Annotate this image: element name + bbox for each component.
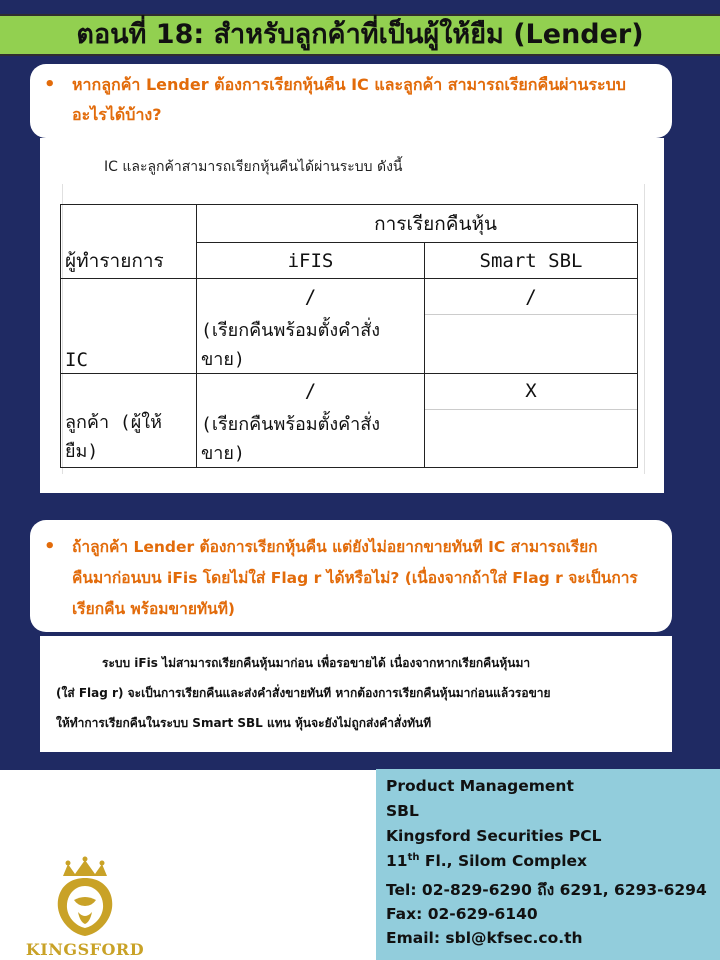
row-customer-smart-empty: [425, 409, 638, 468]
question-2-box: [30, 520, 672, 632]
contact-tel: Tel: 02-829-6290 ถึง 6291, 6293-6294: [386, 881, 707, 899]
row-customer-actor: ลูกค้า (ผู้ให้ยืม): [61, 373, 197, 468]
question-2-line-2: คืนมาก่อนบน iFis โดยไม่ใส่ Flag r ได้หรือไม่? (เนื่องจากถ้าใส่ Flag r จะเป็นการ: [72, 569, 638, 587]
contact-panel: [376, 769, 720, 960]
kingsford-logo: [25, 856, 145, 959]
header-actor: ผู้ทำรายการ: [61, 205, 197, 279]
recall-channel-table: [60, 204, 638, 468]
floor-suffix: th: [407, 852, 420, 863]
answer-2-panel: [40, 636, 672, 752]
question-2-line-3: เรียกคืน พร้อมขายทันที): [72, 600, 236, 618]
row-customer-ifis-note: (เรียกคืนพร้อมตั้งคำสั่งขาย): [197, 409, 425, 468]
contact-address: [386, 852, 587, 870]
contact-team: SBL: [386, 802, 419, 820]
logo-wordmark: KINGSFORD: [25, 940, 145, 959]
row-ic-smart-mark: /: [425, 279, 638, 315]
header-ifis: iFIS: [197, 243, 425, 279]
header-recall-group: การเรียกคืนหุ้น: [197, 205, 638, 243]
answer-2-line-3: ให้ทำการเรียกคืนในระบบ Smart SBL แทน หุ้นจะยังไม่ถูกส่งคำสั่งทันที: [56, 716, 432, 730]
header-smart-sbl: Smart SBL: [425, 243, 638, 279]
page-title: ตอนที่ 18: สำหรับลูกค้าที่เป็นผู้ให้ยืม (Lender): [0, 14, 720, 56]
contact-fax: Fax: 02-629-6140: [386, 905, 538, 923]
row-customer-ifis-mark: /: [197, 373, 425, 409]
row-ic-actor: IC: [61, 279, 197, 374]
answer-1-intro: IC และลูกค้าสามารถเรียกหุ้นคืนได้ผ่านระบบ ดังนี้: [104, 159, 403, 175]
contact-department: Product Management: [386, 777, 574, 795]
contact-company: Kingsford Securities PCL: [386, 827, 602, 845]
row-ic-ifis-note: (เรียกคืนพร้อมตั้งคำสั่งขาย): [197, 315, 425, 374]
answer-2-line-2: (ใส่ Flag r) จะเป็นการเรียกคืนและส่งคำสั่งขายทันที หากต้องการเรียกคืนหุ้นมาก่อนแล้วรอขาย: [56, 686, 551, 700]
floor-number: 11: [386, 852, 408, 871]
contact-email[interactable]: Email: sbl@kfsec.co.th: [386, 929, 583, 947]
bullet-icon: •: [44, 536, 56, 557]
bullet-icon: •: [44, 74, 56, 95]
floor-building: Fl., Silom Complex: [419, 852, 588, 871]
answer-2-line-1: ระบบ iFis ไม่สามารถเรียกคืนหุ้นมาก่อน เพื่อรอขายได้ เนื่องจากหากเรียกคืนหุ้นมา: [102, 656, 531, 670]
question-1-box: [30, 64, 672, 138]
row-ic-ifis-mark: /: [197, 279, 425, 315]
question-1-line-1: หากลูกค้า Lender ต้องการเรียกหุ้นคืน IC และลูกค้า สามารถเรียกคืนผ่านระบบ: [72, 75, 626, 94]
row-ic-smart-empty: [425, 315, 638, 374]
question-2-line-1: ถ้าลูกค้า Lender ต้องการเรียกหุ้นคืน แต่ยังไม่อยากขายทันที IC สามารถเรียก: [72, 538, 598, 556]
answer-1-panel: [40, 138, 664, 493]
row-customer-smart-mark: X: [425, 373, 638, 409]
grid-line: [644, 184, 645, 474]
question-1-line-2: อะไรได้บ้าง?: [72, 105, 162, 124]
